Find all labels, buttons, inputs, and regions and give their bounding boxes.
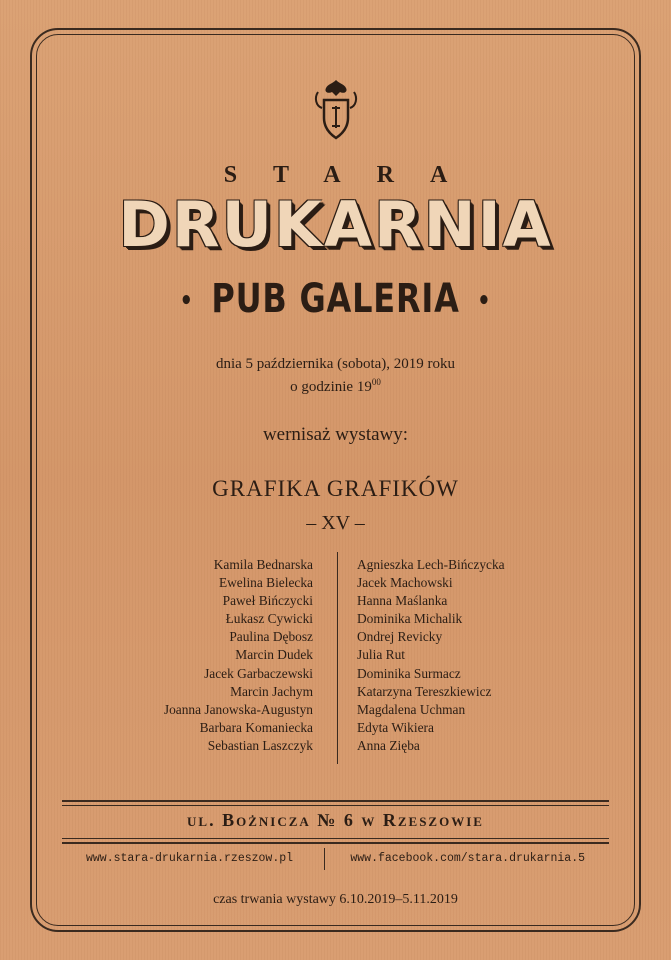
artist-name: Dominika Surmacz bbox=[357, 665, 461, 681]
artists-divider bbox=[337, 552, 338, 764]
artist-name: Ewelina Bielecka bbox=[218, 575, 313, 591]
links-divider bbox=[324, 848, 325, 870]
artist-name: Katarzyna Tereszkiewicz bbox=[357, 683, 492, 699]
artist-name: Kamila Bednarska bbox=[213, 557, 313, 572]
exhibition-edition: – XV – bbox=[306, 512, 365, 534]
brand-stara: STARA bbox=[223, 162, 484, 188]
artists-right-column bbox=[357, 556, 557, 755]
exhibition-duration: czas trwania wystawy 6.10.2019–5.11.2019 bbox=[213, 892, 458, 907]
brand-subtitle bbox=[67, 276, 604, 322]
artist-name: Sebastian Laszczyk bbox=[207, 737, 313, 753]
brand-name: DRUKARNIA bbox=[118, 188, 553, 261]
artist-name: Joanna Janowska-Augustyn bbox=[163, 701, 313, 717]
artist-name: Paulina Dębosz bbox=[229, 629, 313, 645]
artist-name: Ondrej Revicky bbox=[357, 629, 443, 645]
artist-name: Jacek Machowski bbox=[357, 575, 453, 591]
artist-name: Paweł Bińczycki bbox=[222, 593, 313, 609]
event-date: dnia 5 października (sobota), 2019 roku bbox=[215, 356, 456, 372]
coat-of-arms-icon bbox=[310, 78, 362, 140]
facebook-link[interactable]: www.facebook.com/stara.drukarnia.5 bbox=[350, 852, 585, 865]
artist-name: Anna Zięba bbox=[357, 737, 420, 753]
exhibition-intro: wernisaż wystawy: bbox=[262, 424, 409, 445]
event-time-minutes: 00 bbox=[371, 377, 381, 387]
exhibition-title: GRAFIKA GRAFIKÓW bbox=[212, 476, 459, 501]
artist-name: Julia Rut bbox=[357, 647, 405, 663]
artist-name: Marcin Jachym bbox=[230, 683, 313, 699]
separator-dot: • bbox=[179, 286, 194, 316]
artist-name: Jacek Garbaczewski bbox=[204, 665, 313, 681]
venue-address: ul. Bożnicza № 6 w Rzeszowie bbox=[187, 810, 484, 830]
event-time bbox=[0, 377, 671, 396]
artist-name: Hanna Maślanka bbox=[357, 593, 448, 609]
artist-name: Dominika Michalik bbox=[357, 611, 463, 627]
separator-dot: • bbox=[477, 286, 492, 316]
event-time-text: o godzinie 19 bbox=[290, 379, 372, 395]
brand-subtitle-text: PUB GALERIA bbox=[211, 276, 460, 322]
artist-name: Agnieszka Lech-Bińczycka bbox=[357, 557, 505, 572]
website-link[interactable]: www.stara-drukarnia.rzeszow.pl bbox=[86, 852, 294, 865]
artist-name: Barbara Komaniecka bbox=[199, 719, 313, 735]
artist-name: Magdalena Uchman bbox=[357, 701, 466, 717]
artist-name: Łukasz Cywicki bbox=[225, 611, 313, 627]
links-row bbox=[86, 852, 585, 872]
artists-left-column bbox=[113, 556, 313, 755]
artist-name: Edyta Wikiera bbox=[357, 719, 434, 735]
artist-name: Marcin Dudek bbox=[235, 647, 313, 663]
